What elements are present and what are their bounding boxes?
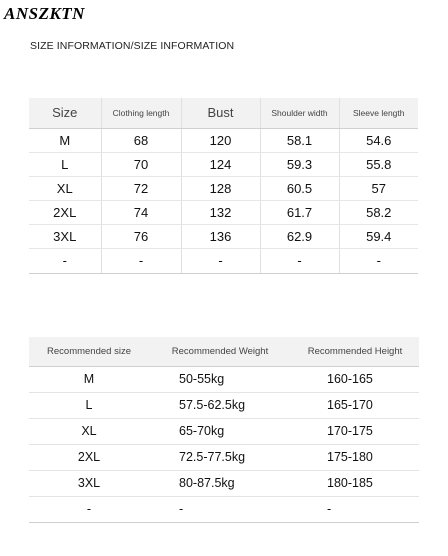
cell-size: L	[29, 152, 101, 176]
header-recommended-size: Recommended size	[29, 337, 149, 366]
cell-shoulder-width: 59.3	[260, 152, 339, 176]
cell-clothing-length: -	[101, 248, 181, 273]
cell-recommended-size: 2XL	[29, 444, 149, 470]
cell-sleeve-length: 57	[339, 176, 418, 200]
cell-clothing-length: 72	[101, 176, 181, 200]
cell-recommended-size: -	[29, 496, 149, 522]
table-row	[29, 152, 418, 176]
cell-recommended-weight: -	[149, 496, 291, 522]
recommended-header-row	[29, 337, 419, 366]
cell-recommended-weight: 57.5-62.5kg	[149, 392, 291, 418]
cell-bust: 128	[181, 176, 260, 200]
cell-size: 2XL	[29, 200, 101, 224]
cell-bust: 124	[181, 152, 260, 176]
cell-recommended-weight: 80-87.5kg	[149, 470, 291, 496]
cell-recommended-height: 180-185	[291, 470, 419, 496]
cell-shoulder-width: 61.7	[260, 200, 339, 224]
cell-recommended-height: 175-180	[291, 444, 419, 470]
table-row	[29, 496, 419, 522]
header-shoulder-width: Shoulder width	[260, 98, 339, 128]
cell-recommended-size: M	[29, 366, 149, 392]
section-title: SIZE INFORMATION/SIZE INFORMATION	[30, 40, 235, 52]
cell-bust: 132	[181, 200, 260, 224]
cell-recommended-height: 165-170	[291, 392, 419, 418]
cell-recommended-weight: 72.5-77.5kg	[149, 444, 291, 470]
cell-recommended-weight: 65-70kg	[149, 418, 291, 444]
cell-size: XL	[29, 176, 101, 200]
cell-sleeve-length: 55.8	[339, 152, 418, 176]
header-bust: Bust	[181, 98, 260, 128]
cell-shoulder-width: 60.5	[260, 176, 339, 200]
cell-recommended-weight: 50-55kg	[149, 366, 291, 392]
table-row	[29, 366, 419, 392]
cell-sleeve-length: 59.4	[339, 224, 418, 248]
header-recommended-weight: Recommended Weight	[149, 337, 291, 366]
table-row	[29, 128, 418, 152]
cell-recommended-height: 160-165	[291, 366, 419, 392]
cell-recommended-height: 170-175	[291, 418, 419, 444]
cell-sleeve-length: 54.6	[339, 128, 418, 152]
size-chart-header-row	[29, 98, 418, 128]
cell-size: 3XL	[29, 224, 101, 248]
cell-shoulder-width: -	[260, 248, 339, 273]
cell-bust: -	[181, 248, 260, 273]
cell-recommended-height: -	[291, 496, 419, 522]
cell-bust: 120	[181, 128, 260, 152]
cell-clothing-length: 76	[101, 224, 181, 248]
table-row	[29, 248, 418, 273]
table-row	[29, 444, 419, 470]
cell-clothing-length: 68	[101, 128, 181, 152]
cell-recommended-size: XL	[29, 418, 149, 444]
cell-size: -	[29, 248, 101, 273]
cell-size: M	[29, 128, 101, 152]
header-size: Size	[29, 98, 101, 128]
table-row	[29, 224, 418, 248]
table-row	[29, 470, 419, 496]
cell-sleeve-length: 58.2	[339, 200, 418, 224]
cell-sleeve-length: -	[339, 248, 418, 273]
table-row	[29, 392, 419, 418]
table-row	[29, 418, 419, 444]
cell-shoulder-width: 62.9	[260, 224, 339, 248]
size-chart-table	[29, 98, 418, 274]
cell-recommended-size: L	[29, 392, 149, 418]
cell-clothing-length: 74	[101, 200, 181, 224]
cell-shoulder-width: 58.1	[260, 128, 339, 152]
cell-bust: 136	[181, 224, 260, 248]
table-row	[29, 176, 418, 200]
table-row	[29, 200, 418, 224]
header-sleeve-length: Sleeve length	[339, 98, 418, 128]
recommended-size-table	[29, 337, 419, 523]
cell-recommended-size: 3XL	[29, 470, 149, 496]
brand-logo: ANSZKTN	[4, 4, 85, 23]
cell-clothing-length: 70	[101, 152, 181, 176]
header-clothing-length: Clothing length	[101, 98, 181, 128]
header-recommended-height: Recommended Height	[291, 337, 419, 366]
